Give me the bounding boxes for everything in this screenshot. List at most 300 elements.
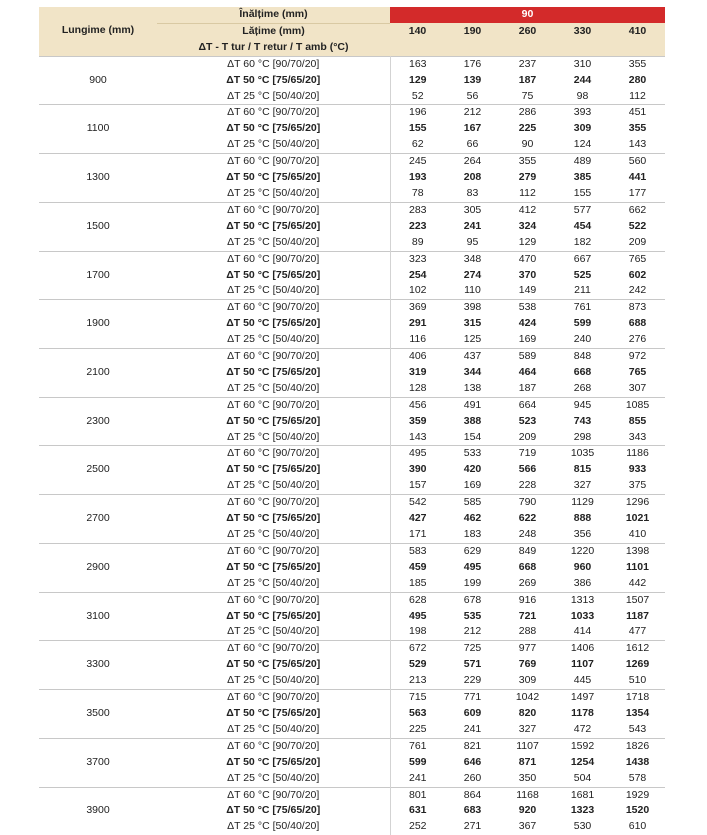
output-value-cell: 848 [555, 349, 610, 365]
output-value-cell: 602 [628, 268, 647, 281]
output-value-cell: 187 [518, 73, 537, 86]
output-value-cell: 138 [463, 381, 482, 394]
output-value-cell: 578 [628, 771, 647, 784]
output-value-cell: 229 [463, 674, 482, 687]
length-value: 3500 [39, 690, 157, 739]
output-value-cell: 102 [408, 284, 427, 297]
output-value-cell: 1186 [610, 446, 665, 462]
delta-row-label: ΔT 25 °C [50/40/20] [157, 186, 390, 202]
output-value-cell: 609 [463, 706, 482, 719]
width-410: 410 [610, 23, 665, 39]
output-value-cell: 212 [445, 105, 500, 121]
output-value-cell: 560 [610, 154, 665, 170]
output-value-cell: 95 [466, 235, 479, 248]
output-value-cell: 242 [628, 284, 647, 297]
output-value-cell: 495 [390, 446, 445, 462]
output-value-cell: 241 [463, 219, 482, 232]
width-190: 190 [445, 23, 500, 39]
output-value-cell: 454 [573, 219, 592, 232]
output-value-cell: 1187 [626, 609, 649, 622]
table-row [39, 641, 665, 657]
output-value-cell: 163 [390, 56, 445, 72]
output-value-cell: 327 [573, 479, 592, 492]
delta-row-label: ΔT 60 °C [90/70/20] [157, 446, 390, 462]
output-value-cell: 688 [628, 317, 647, 330]
delta-row-label: ΔT 60 °C [90/70/20] [157, 300, 390, 316]
output-value-cell: 715 [390, 690, 445, 706]
delta-row-label: ΔT 50 °C [75/65/20] [157, 560, 390, 576]
output-value-cell: 388 [463, 414, 482, 427]
output-value-cell: 933 [628, 463, 647, 476]
output-value-cell: 355 [628, 122, 647, 135]
output-value-cell: 920 [518, 804, 537, 817]
output-value-cell: 245 [390, 154, 445, 170]
delta-row-label: ΔT 60 °C [90/70/20] [157, 543, 390, 559]
output-value-cell: 721 [518, 609, 537, 622]
length-value: 3700 [39, 738, 157, 787]
output-value-cell: 193 [408, 171, 427, 184]
output-value-cell: 241 [408, 771, 427, 784]
output-value-cell: 209 [518, 430, 537, 443]
delta-row-label: ΔT 60 °C [90/70/20] [157, 641, 390, 657]
delta-row-label: ΔT 50 °C [75/65/20] [157, 462, 390, 478]
output-value-cell: 112 [629, 89, 646, 102]
output-value-cell: 274 [463, 268, 482, 281]
delta-row-label: ΔT 25 °C [50/40/20] [157, 89, 390, 105]
output-value-cell: 495 [463, 560, 482, 573]
output-value-cell: 583 [390, 543, 445, 559]
output-value-cell: 370 [518, 268, 537, 281]
output-value-cell: 139 [463, 73, 482, 86]
output-value-cell: 154 [463, 430, 482, 443]
output-value-cell: 359 [408, 414, 427, 427]
output-value-cell: 169 [463, 479, 482, 492]
output-value-cell: 873 [610, 300, 665, 316]
output-value-cell: 367 [518, 820, 537, 833]
output-value-cell: 441 [628, 171, 647, 184]
output-value-cell: 83 [466, 186, 479, 199]
output-value-cell: 291 [408, 317, 427, 330]
output-value-cell: 533 [445, 446, 500, 462]
output-value-cell: 199 [463, 576, 482, 589]
output-value-cell: 355 [500, 154, 555, 170]
table-row [39, 787, 665, 803]
output-value-cell: 667 [555, 251, 610, 267]
table-row [39, 592, 665, 608]
output-value-cell: 98 [576, 89, 589, 102]
output-value-cell: 355 [610, 56, 665, 72]
output-value-cell: 56 [466, 89, 479, 102]
output-value-cell: 855 [628, 414, 647, 427]
table-row [39, 105, 665, 121]
output-value-cell: 1254 [570, 755, 595, 768]
table-row [39, 154, 665, 170]
delta-row-label: ΔT 60 °C [90/70/20] [157, 690, 390, 706]
output-value-cell: 599 [408, 755, 427, 768]
output-value-cell: 1354 [625, 706, 650, 719]
output-value-cell: 456 [390, 397, 445, 413]
output-value-cell: 566 [518, 463, 537, 476]
table-body [39, 56, 665, 835]
length-value: 2500 [39, 446, 157, 495]
output-value-cell: 504 [573, 771, 592, 784]
output-value-cell: 183 [463, 528, 482, 540]
output-value-cell: 254 [408, 268, 427, 281]
output-value-cell: 1313 [555, 592, 610, 608]
output-value-cell: 622 [518, 512, 537, 525]
table-row [39, 300, 665, 316]
output-value-cell: 1323 [570, 804, 595, 817]
length-value: 3100 [39, 592, 157, 641]
output-value-cell: 348 [445, 251, 500, 267]
output-value-cell: 1269 [625, 658, 650, 671]
output-value-cell: 427 [408, 512, 427, 525]
output-value-cell: 169 [518, 333, 537, 346]
output-value-cell: 298 [573, 430, 592, 443]
output-value-cell: 386 [573, 576, 592, 589]
delta-row-label: ΔT 25 °C [50/40/20] [157, 332, 390, 348]
output-value-cell: 459 [408, 560, 427, 573]
output-value-cell: 414 [573, 625, 592, 638]
output-value-cell: 128 [408, 381, 427, 394]
output-value-cell: 849 [500, 543, 555, 559]
delta-row-label: ΔT 25 °C [50/40/20] [157, 235, 390, 251]
output-value-cell: 171 [408, 528, 427, 540]
output-value-cell: 563 [408, 706, 427, 719]
output-value-cell: 52 [411, 89, 424, 102]
length-value: 2700 [39, 495, 157, 544]
length-value: 3900 [39, 787, 157, 835]
output-value-cell: 356 [573, 528, 592, 540]
output-value-cell: 209 [628, 235, 647, 248]
output-value-cell: 182 [573, 235, 592, 248]
delta-row-label: ΔT 50 °C [75/65/20] [157, 219, 390, 235]
output-value-cell: 198 [408, 625, 427, 638]
output-value-cell: 177 [628, 186, 647, 199]
output-value-cell: 375 [628, 479, 647, 492]
delta-row-label: ΔT 25 °C [50/40/20] [157, 576, 390, 592]
output-value-cell: 1520 [625, 804, 650, 817]
output-value-cell: 610 [628, 820, 647, 833]
output-value-cell: 213 [408, 674, 427, 687]
output-value-cell: 112 [519, 186, 536, 199]
output-value-cell: 538 [500, 300, 555, 316]
height-label: Înălțime (mm) [157, 7, 390, 23]
output-value-cell: 393 [555, 105, 610, 121]
delta-row-label: ΔT 50 °C [75/65/20] [157, 755, 390, 771]
output-value-cell: 1129 [555, 495, 610, 511]
delta-row-label: ΔT 60 °C [90/70/20] [157, 787, 390, 803]
output-value-cell: 149 [518, 284, 537, 297]
output-value-cell: 143 [408, 430, 427, 443]
length-value: 1300 [39, 154, 157, 203]
table-row [39, 251, 665, 267]
output-value-cell: 78 [411, 186, 424, 199]
delta-row-label: ΔT 60 °C [90/70/20] [157, 592, 390, 608]
table-row [39, 446, 665, 462]
output-value-cell: 491 [445, 397, 500, 413]
delta-row-label: ΔT 60 °C [90/70/20] [157, 495, 390, 511]
output-value-cell: 1592 [555, 738, 610, 754]
table-row [39, 202, 665, 218]
output-value-cell: 445 [573, 674, 592, 687]
output-value-cell: 765 [628, 365, 647, 378]
output-value-cell: 324 [518, 219, 537, 232]
output-value-cell: 240 [573, 333, 592, 346]
output-value-cell: 916 [500, 592, 555, 608]
delta-row-label: ΔT 25 °C [50/40/20] [157, 527, 390, 543]
output-value-cell: 406 [390, 349, 445, 365]
output-value-cell: 945 [555, 397, 610, 413]
output-value-cell: 472 [573, 722, 592, 735]
output-value-cell: 1826 [610, 738, 665, 754]
delta-row-label: ΔT 50 °C [75/65/20] [157, 268, 390, 284]
output-value-cell: 350 [518, 771, 537, 784]
table-row [39, 738, 665, 754]
output-value-cell: 1220 [555, 543, 610, 559]
output-value-cell: 1021 [625, 512, 650, 525]
output-value-cell: 631 [408, 804, 427, 817]
output-value-cell: 530 [573, 820, 592, 833]
output-value-cell: 1296 [610, 495, 665, 511]
output-value-cell: 211 [574, 284, 591, 297]
width-330: 330 [555, 23, 610, 39]
output-value-cell: 309 [518, 674, 537, 687]
output-value-cell: 237 [500, 56, 555, 72]
output-value-cell: 1107 [500, 738, 555, 754]
delta-row-label: ΔT 60 °C [90/70/20] [157, 202, 390, 218]
length-value: 1700 [39, 251, 157, 300]
delta-row-label: ΔT 60 °C [90/70/20] [157, 349, 390, 365]
table-row [39, 690, 665, 706]
width-140: 140 [390, 23, 445, 39]
width-260: 260 [500, 23, 555, 39]
output-value-cell: 288 [518, 625, 537, 638]
heat-output-table [39, 7, 665, 835]
delta-row-label: ΔT 25 °C [50/40/20] [157, 478, 390, 494]
output-value-cell: 420 [463, 463, 482, 476]
output-value-cell: 124 [573, 138, 592, 151]
output-value-cell: 223 [408, 219, 427, 232]
output-value-cell: 315 [463, 317, 482, 330]
output-value-cell: 451 [610, 105, 665, 121]
output-value-cell: 344 [463, 365, 482, 378]
output-value-cell: 628 [390, 592, 445, 608]
output-value-cell: 390 [408, 463, 427, 476]
output-value-cell: 268 [573, 381, 592, 394]
length-value: 1500 [39, 202, 157, 251]
length-value: 1900 [39, 300, 157, 349]
output-value-cell: 664 [500, 397, 555, 413]
output-value-cell: 252 [408, 820, 427, 833]
output-value-cell: 185 [408, 576, 427, 589]
output-value-cell: 470 [500, 251, 555, 267]
output-value-cell: 464 [518, 365, 537, 378]
output-value-cell: 1101 [626, 560, 649, 573]
output-value-cell: 571 [463, 658, 482, 671]
output-value-cell: 525 [573, 268, 592, 281]
output-value-cell: 523 [518, 414, 537, 427]
output-value-cell: 725 [445, 641, 500, 657]
output-value-cell: 208 [463, 171, 482, 184]
length-value: 2300 [39, 397, 157, 446]
output-value-cell: 319 [408, 365, 427, 378]
output-value-cell: 495 [408, 609, 427, 622]
output-value-cell: 1718 [610, 690, 665, 706]
output-value-cell: 1107 [571, 658, 594, 671]
output-value-cell: 668 [518, 560, 537, 573]
delta-row-label: ΔT 60 °C [90/70/20] [157, 397, 390, 413]
delta-row-label: ΔT 60 °C [90/70/20] [157, 738, 390, 754]
output-value-cell: 327 [518, 722, 537, 735]
output-value-cell: 309 [573, 122, 592, 135]
table-row [39, 56, 665, 72]
output-value-cell: 442 [628, 576, 647, 589]
output-value-cell: 271 [463, 820, 482, 833]
output-value-cell: 683 [463, 804, 482, 817]
output-value-cell: 678 [445, 592, 500, 608]
output-value-cell: 283 [390, 202, 445, 218]
output-value-cell: 821 [445, 738, 500, 754]
delta-row-label: ΔT 60 °C [90/70/20] [157, 154, 390, 170]
table-row [39, 543, 665, 559]
output-value-cell: 719 [500, 446, 555, 462]
table-row [39, 397, 665, 413]
output-value-cell: 672 [390, 641, 445, 657]
output-value-cell: 977 [500, 641, 555, 657]
delta-row-label: ΔT 50 °C [75/65/20] [157, 316, 390, 332]
output-value-cell: 228 [518, 479, 537, 492]
output-value-cell: 410 [628, 528, 647, 540]
output-value-cell: 629 [445, 543, 500, 559]
output-value-cell: 323 [390, 251, 445, 267]
output-value-cell: 1398 [610, 543, 665, 559]
output-value-cell: 244 [573, 73, 592, 86]
delta-row-label: ΔT 50 °C [75/65/20] [157, 706, 390, 722]
output-value-cell: 1035 [555, 446, 610, 462]
length-value: 3300 [39, 641, 157, 690]
delta-t-label: ΔT - T tur / T retur / T amb (°C) [157, 40, 390, 56]
output-value-cell: 212 [463, 625, 482, 638]
output-value-cell: 489 [555, 154, 610, 170]
output-value-cell: 369 [390, 300, 445, 316]
delta-row-label: ΔT 50 °C [75/65/20] [157, 73, 390, 89]
output-value-cell: 90 [521, 138, 534, 151]
output-value-cell: 241 [463, 722, 482, 735]
width-label: Lățime (mm) [157, 23, 390, 39]
output-value-cell: 1406 [555, 641, 610, 657]
output-value-cell: 125 [463, 333, 482, 346]
output-value-cell: 110 [464, 284, 481, 297]
output-value-cell: 1497 [555, 690, 610, 706]
delta-row-label: ΔT 60 °C [90/70/20] [157, 105, 390, 121]
output-value-cell: 276 [628, 333, 647, 346]
output-value-cell: 167 [463, 122, 482, 135]
output-value-cell: 589 [500, 349, 555, 365]
output-value-cell: 542 [390, 495, 445, 511]
height-value-badge: 90 [390, 7, 665, 23]
header-row-height [39, 7, 665, 23]
output-value-cell: 1681 [555, 787, 610, 803]
delta-row-label: ΔT 50 °C [75/65/20] [157, 657, 390, 673]
delta-row-label: ΔT 50 °C [75/65/20] [157, 511, 390, 527]
delta-row-label: ΔT 25 °C [50/40/20] [157, 673, 390, 689]
output-value-cell: 412 [500, 202, 555, 218]
output-value-cell: 286 [500, 105, 555, 121]
output-value-cell: 89 [411, 235, 424, 248]
delta-row-label: ΔT 25 °C [50/40/20] [157, 624, 390, 640]
output-value-cell: 662 [610, 202, 665, 218]
table-header [39, 7, 665, 56]
output-value-cell: 196 [390, 105, 445, 121]
output-value-cell: 187 [518, 381, 537, 394]
length-value: 2100 [39, 349, 157, 398]
delta-row-label: ΔT 25 °C [50/40/20] [157, 283, 390, 299]
length-value: 900 [39, 56, 157, 105]
delta-row-label: ΔT 50 °C [75/65/20] [157, 365, 390, 381]
output-value-cell: 437 [445, 349, 500, 365]
output-value-cell: 143 [628, 138, 647, 151]
output-value-cell: 888 [573, 512, 592, 525]
length-value: 1100 [39, 105, 157, 154]
output-value-cell: 1612 [610, 641, 665, 657]
output-value-cell: 535 [463, 609, 482, 622]
output-value-cell: 176 [445, 56, 500, 72]
output-value-cell: 815 [573, 463, 592, 476]
delta-row-label: ΔT 60 °C [90/70/20] [157, 251, 390, 267]
output-value-cell: 1438 [625, 755, 650, 768]
output-value-cell: 280 [628, 73, 647, 86]
output-value-cell: 1178 [571, 706, 594, 719]
output-value-cell: 1168 [500, 787, 555, 803]
output-value-cell: 424 [518, 317, 537, 330]
output-value-cell: 771 [445, 690, 500, 706]
delta-row-label: ΔT 25 °C [50/40/20] [157, 430, 390, 446]
output-value-cell: 577 [555, 202, 610, 218]
output-value-cell: 155 [573, 186, 592, 199]
output-value-cell: 790 [500, 495, 555, 511]
output-value-cell: 543 [628, 722, 647, 735]
delta-row-label: ΔT 50 °C [75/65/20] [157, 121, 390, 137]
delta-row-label: ΔT 50 °C [75/65/20] [157, 609, 390, 625]
delta-row-label: ΔT 50 °C [75/65/20] [157, 170, 390, 186]
output-value-cell: 307 [628, 381, 647, 394]
output-value-cell: 1042 [500, 690, 555, 706]
delta-row-label: ΔT 25 °C [50/40/20] [157, 722, 390, 738]
output-value-cell: 305 [445, 202, 500, 218]
output-value-cell: 129 [408, 73, 427, 86]
output-value-cell: 398 [445, 300, 500, 316]
output-value-cell: 66 [466, 138, 479, 151]
output-value-cell: 765 [610, 251, 665, 267]
output-value-cell: 769 [518, 658, 537, 671]
output-value-cell: 343 [628, 430, 647, 443]
output-value-cell: 599 [573, 317, 592, 330]
delta-row-label: ΔT 25 °C [50/40/20] [157, 819, 390, 835]
output-value-cell: 668 [573, 365, 592, 378]
output-value-cell: 585 [445, 495, 500, 511]
output-value-cell: 385 [573, 171, 592, 184]
output-value-cell: 1085 [610, 397, 665, 413]
output-value-cell: 1507 [610, 592, 665, 608]
output-value-cell: 462 [463, 512, 482, 525]
output-value-cell: 62 [411, 138, 424, 151]
output-value-cell: 743 [573, 414, 592, 427]
table-row [39, 495, 665, 511]
output-value-cell: 248 [518, 528, 537, 540]
delta-row-label: ΔT 25 °C [50/40/20] [157, 137, 390, 153]
delta-row-label: ΔT 50 °C [75/65/20] [157, 803, 390, 819]
